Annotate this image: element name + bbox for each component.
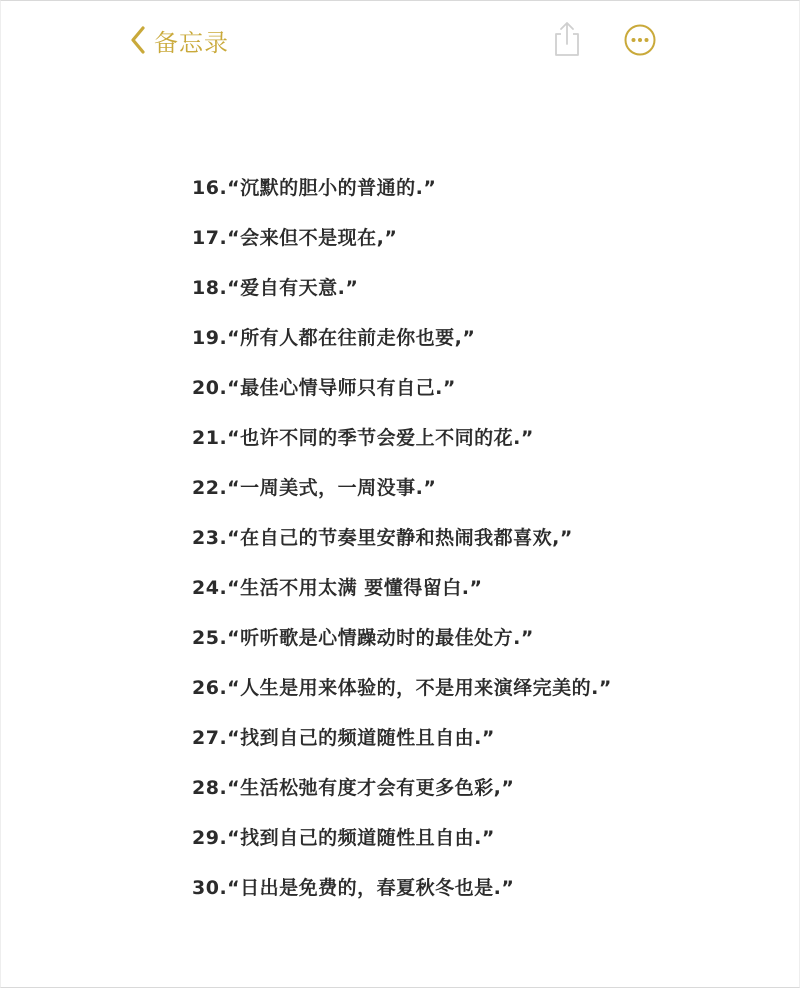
note-line: 28.“生活松弛有度才会有更多色彩,” bbox=[192, 777, 515, 799]
note-line: 16.“沉默的胆小的普通的.” bbox=[192, 177, 437, 199]
share-icon bbox=[550, 43, 584, 62]
chevron-left-icon bbox=[130, 26, 146, 54]
note-line: 24.“生活不用太满 要懂得留白.” bbox=[192, 577, 483, 599]
back-button[interactable] bbox=[130, 22, 229, 58]
nav-bar bbox=[0, 0, 800, 80]
note-line: 17.“会来但不是现在,” bbox=[192, 227, 398, 249]
note-body[interactable] bbox=[192, 168, 612, 918]
share-button[interactable] bbox=[550, 20, 584, 58]
note-line: 21.“也许不同的季节会爱上不同的花.” bbox=[192, 427, 534, 449]
note-line: 20.“最佳心情导师只有自己.” bbox=[192, 377, 456, 399]
note-line: 25.“听听歌是心情躁动时的最佳处方.” bbox=[192, 627, 534, 649]
note-line: 22.“一周美式，一周没事.” bbox=[192, 477, 437, 499]
note-line: 29.“找到自己的频道随性且自由.” bbox=[192, 827, 495, 849]
note-line: 27.“找到自己的频道随性且自由.” bbox=[192, 727, 495, 749]
note-line: 19.“所有人都在往前走你也要,” bbox=[192, 327, 476, 349]
more-icon bbox=[624, 41, 656, 60]
note-line: 18.“爱自有天意.” bbox=[192, 277, 359, 299]
back-label: 备忘录 bbox=[154, 28, 229, 57]
note-line: 23.“在自己的节奏里安静和热闹我都喜欢,” bbox=[192, 527, 573, 549]
note-line: 26.“人生是用来体验的，不是用来演绎完美的.” bbox=[192, 677, 612, 699]
note-line: 30.“日出是免费的，春夏秋冬也是.” bbox=[192, 877, 515, 899]
more-button[interactable] bbox=[624, 24, 656, 56]
